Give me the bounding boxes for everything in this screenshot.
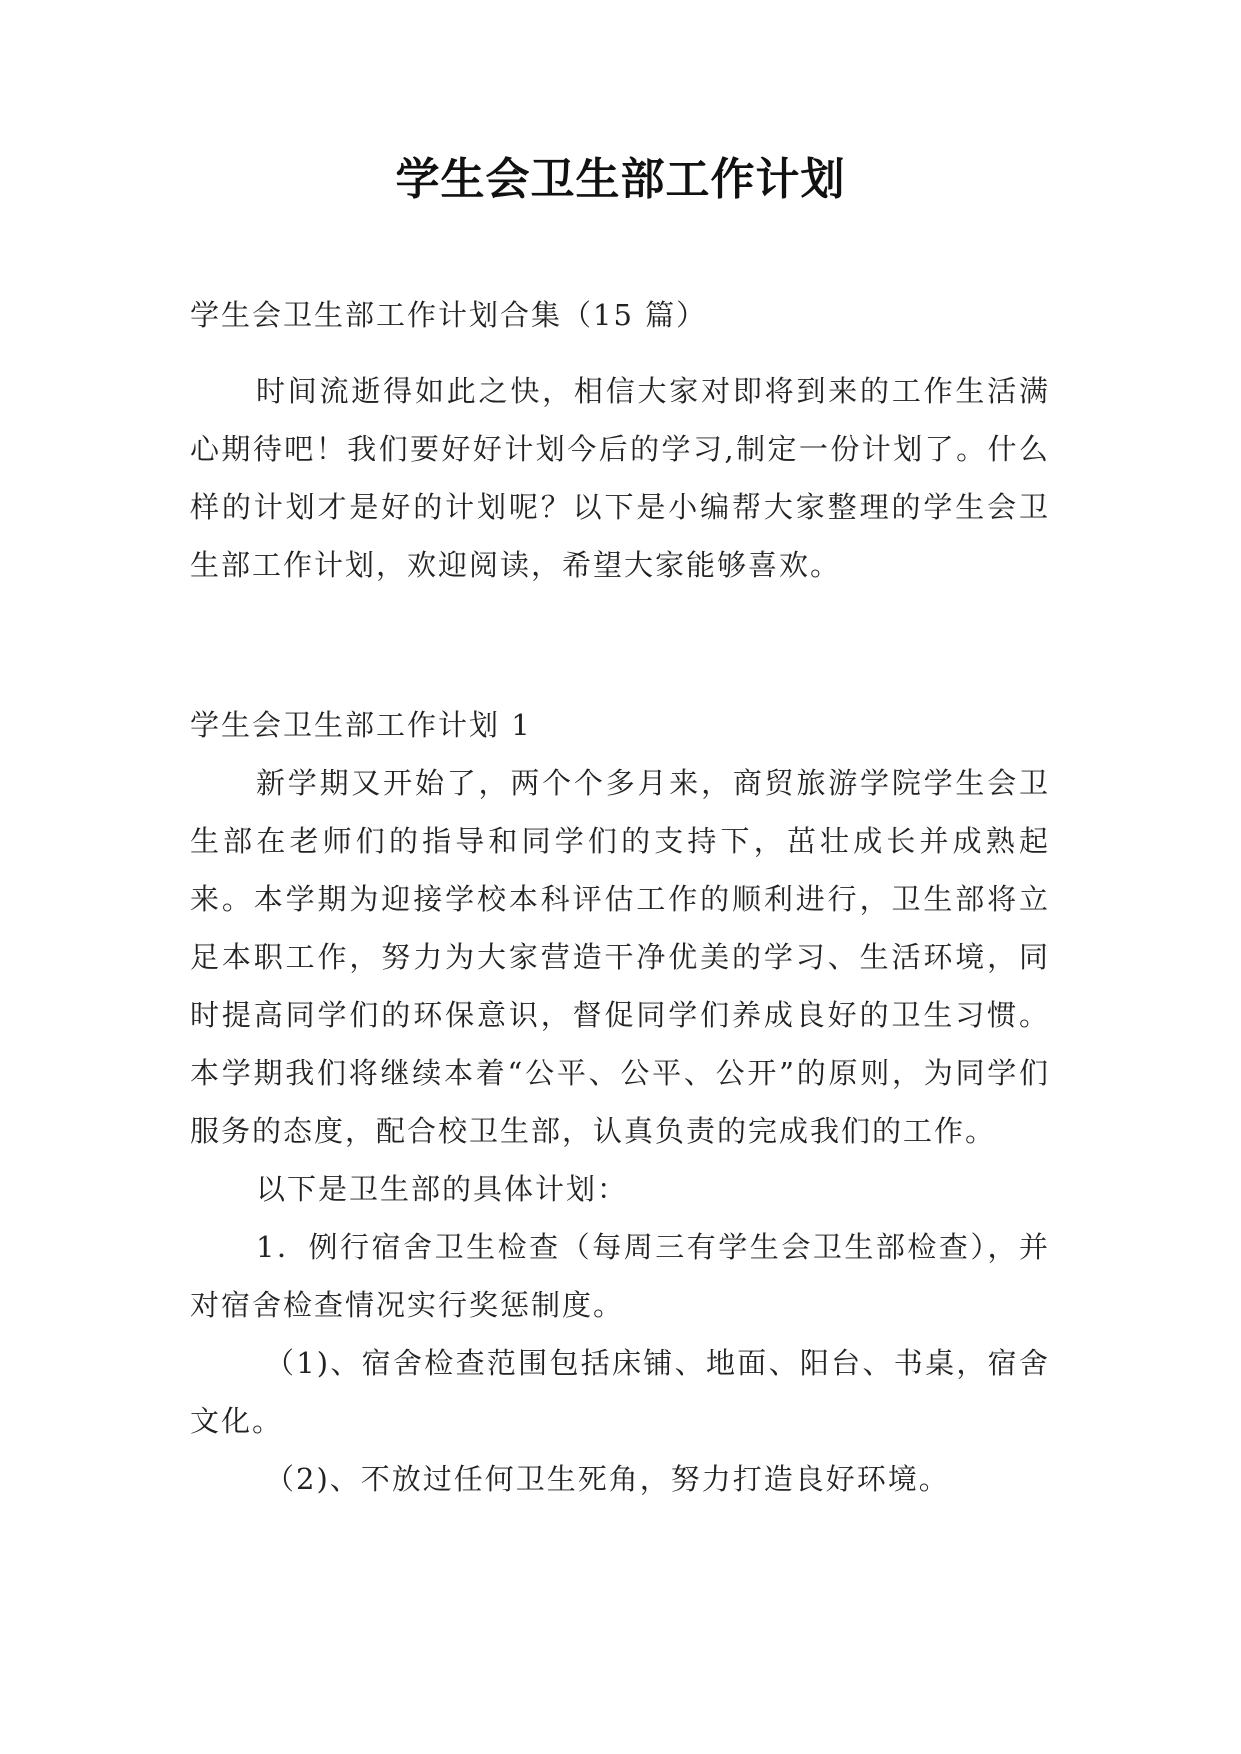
body-paragraph: 新学期又开始了，两个个多月来，商贸旅游学院学生会卫生部在老师们的指导和同学们的支持下，茁壮成长并成熟起来。本学期为迎接学校本科评估工作的顺利进行，卫生部将立足本职工作，努力为大家营造干净优美的学习、生活环境，同时提高同学们的环保意识，督促同学们养成良好的卫生习惯。本学期我们将继续本着“公平、公平、公开”的原则，为同学们服务的态度，配合校卫生部，认真负责的完成我们的工作。 bbox=[190, 766, 1050, 1148]
section-body bbox=[190, 668, 1050, 1508]
body-paragraph: 以下是卫生部的具体计划： bbox=[256, 1172, 629, 1206]
section-heading: 学生会卫生部工作计划 1 bbox=[190, 708, 532, 742]
intro-block bbox=[190, 362, 1050, 594]
intro-paragraph: 时间流逝得如此之快，相信大家对即将到来的工作生活满心期待吧！我们要好好计划今后的学习,制定一份计划了。什么样的计划才是好的计划呢？以下是小编帮大家整理的学生会卫生部工作计划，欢迎阅读，希望大家能够喜欢。 bbox=[190, 374, 1050, 582]
document-subtitle: 学生会卫生部工作计划合集（15 篇） bbox=[190, 298, 708, 332]
document-title: 学生会卫生部工作计划 bbox=[395, 154, 846, 205]
body-paragraph: （2)、不放过任何卫生死角，努力打造良好环境。 bbox=[265, 1462, 950, 1496]
body-paragraph: （1)、宿舍检查范围包括床铺、地面、阳台、书桌，宿舍文化。 bbox=[190, 1346, 1050, 1438]
body-paragraph: 1．例行宿舍卫生检查（每周三有学生会卫生部检查），并对宿舍检查情况实行奖惩制度。 bbox=[190, 1230, 1050, 1322]
